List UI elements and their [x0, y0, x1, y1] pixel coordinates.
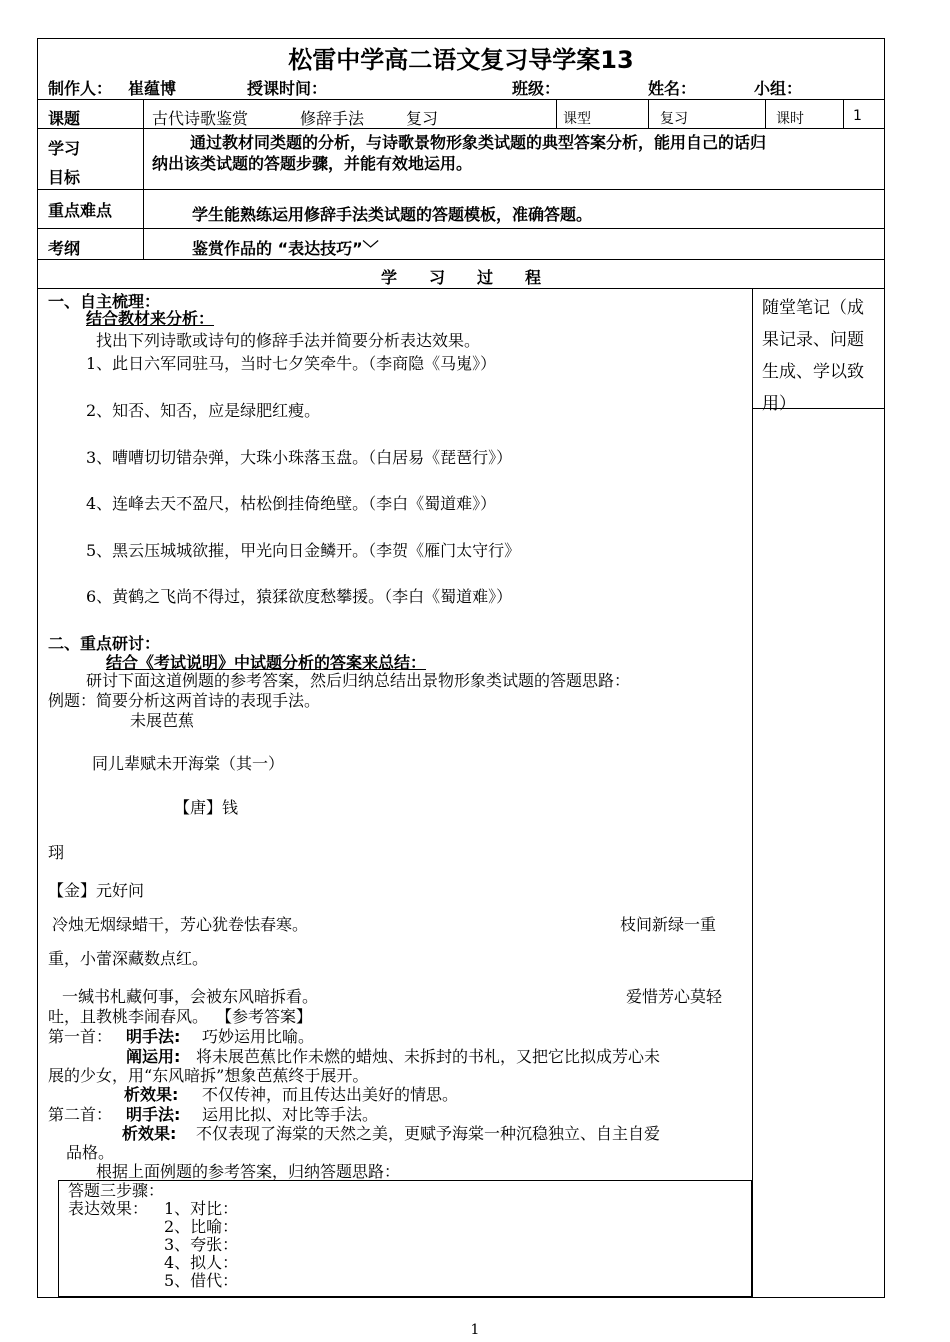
answer1-effect: 不仅传神，而且传达出美好的情思。 [202, 1085, 459, 1104]
answer2-method: 运用比拟、对比等手法。 [202, 1105, 379, 1124]
hours-value: 1 [853, 108, 862, 124]
rule [37, 288, 885, 289]
rule [37, 99, 885, 100]
answer1-apply: 将未展芭蕉比作未燃的蜡烛、未拆封的书札，又把它比拟成芳心未 [196, 1047, 661, 1066]
goal-label-1: 学习 [48, 139, 81, 158]
time-label: 授课时间： [247, 79, 328, 98]
rule [37, 189, 885, 190]
outline-value: 鉴赏作品的 “表达技巧”﹀ [192, 239, 379, 258]
page-number: 1 [470, 1322, 480, 1338]
answer1-prefix: 第一首： [48, 1027, 113, 1046]
exercise-item: 6、黄鹤之飞尚不得过，猿猱欲度愁攀援。（李白《蜀道难》） [86, 587, 513, 606]
topic-label: 课题 [48, 109, 81, 128]
rule [37, 228, 885, 229]
outline-label: 考纲 [48, 239, 81, 258]
poem-line: 吐，且教桃李闹春风。 [48, 1007, 209, 1026]
notes-line: 生成、学以致 [762, 362, 864, 382]
topic-value-2: 修辞手法 [300, 109, 365, 128]
page-title: 松雷中学高二语文复习导学案13 [288, 46, 634, 74]
notes-line: 用） [762, 394, 796, 414]
author-name: 崔蕴博 [128, 79, 177, 98]
hours-label: 课时 [776, 111, 804, 127]
effect-item: 1、对比： [164, 1199, 239, 1218]
effect-item: 4、拟人： [164, 1253, 239, 1272]
rule [556, 99, 557, 128]
poem2-author: 【金】元好问 [48, 881, 145, 900]
section2-intro: 研讨下面这道例题的参考答案，然后归纳总结出景物形象类试题的答题思路： [86, 671, 631, 690]
section2-heading: 二、重点研讨： [48, 634, 161, 653]
poem1-author-cont: 珝 [48, 843, 65, 862]
effect-item: 3、夸张： [164, 1235, 239, 1254]
notes-line: 随堂笔记（成 [762, 298, 864, 318]
answer1-apply-cont: 展的少女，用“东风暗拆”想象芭蕉终于展开。 [48, 1066, 369, 1085]
rule [843, 99, 844, 128]
exercise-item: 2、知否、知否，应是绿肥红瘦。 [86, 401, 321, 420]
section1-sub: 结合教材来分析： [86, 309, 215, 328]
example-question: 例题：简要分析这两首诗的表现手法。 [48, 691, 321, 710]
exercise-item: 3、嘈嘈切切错杂弹，大珠小珠落玉盘。（白居易《琵琶行》） [86, 448, 513, 467]
goal-line-2: 纳出该类试题的答题步骤，并能有效地运用。 [152, 154, 473, 173]
key-value: 学生能熟练运用修辞手法类试题的答题模板，准确答题。 [192, 205, 593, 224]
poem-line: 枝间新绿一重 [620, 915, 717, 934]
rule [648, 99, 649, 128]
summary-prompt: 根据上面例题的参考答案，归纳答题思路： [96, 1162, 401, 1181]
answer1-method: 巧妙运用比喻。 [202, 1027, 315, 1046]
class-label: 班级： [512, 79, 561, 98]
answer1-apply-label: 阐运用: [126, 1047, 181, 1066]
topic-value-3: 复习 [406, 109, 439, 128]
notes-header [762, 292, 882, 420]
type-value: 复习 [660, 111, 688, 127]
poem1-title: 未展芭蕉 [130, 711, 195, 730]
answer1-effect-label: 析效果: [124, 1085, 179, 1104]
rule [37, 259, 885, 260]
topic-value-1: 古代诗歌鉴赏 [152, 109, 249, 128]
poem1-author: 【唐】钱 [174, 798, 239, 817]
effect-item: 2、比喻： [164, 1217, 239, 1236]
exercise-item: 4、连峰去天不盈尺，枯松倒挂倚绝壁。（李白《蜀道难》） [86, 494, 497, 513]
answer1-method-label: 明手法: [126, 1027, 181, 1046]
section1-heading: 一、自主梳理： [48, 292, 161, 311]
answer2-prefix: 第二首： [48, 1105, 113, 1124]
poem-line: 爱惜芳心莫轻 [626, 987, 723, 1006]
poem2-title: 同儿辈赋未开海棠（其一） [92, 754, 285, 773]
exercise-item: 5、黑云压城城欲摧，甲光向日金鳞开。（李贺《雁门太守行》 [86, 541, 521, 560]
goal-label-2: 目标 [48, 168, 81, 187]
exercise-item: 1、此日六军同驻马，当时七夕笑牵牛。（李商隐《马嵬》） [86, 354, 497, 373]
author-label: 制作人： [48, 79, 113, 98]
section2-sub: 结合《考试说明》中试题分析的答案来总结： [106, 653, 427, 672]
effect-label: 表达效果： [68, 1199, 149, 1218]
type-label: 课型 [563, 111, 591, 127]
poem-line: 一缄书札藏何事，会被东风暗拆看。 [62, 987, 319, 1006]
answer2-effect: 不仅表现了海棠的天然之美，更赋予海棠一种沉稳独立、自主自爱 [196, 1124, 661, 1143]
steps-title: 答题三步骤： [68, 1181, 165, 1200]
process-title: 学 习 过 程 [380, 268, 541, 287]
goal-line-1: 通过教材同类题的分析，与诗歌景物形象类试题的典型答案分析，能用自己的话归 [190, 133, 767, 152]
notes-line: 果记录、问题 [762, 330, 864, 350]
key-label: 重点难点 [48, 201, 113, 220]
answer2-effect-cont: 品格。 [66, 1143, 115, 1162]
group-label: 小组： [754, 79, 803, 98]
rule [143, 99, 144, 259]
answer-label: 【参考答案】 [216, 1007, 313, 1026]
effect-item: 5、借代： [164, 1271, 239, 1290]
answer2-method-label: 明手法: [126, 1105, 181, 1124]
name-label: 姓名： [648, 79, 697, 98]
poem-line: 冷烛无烟绿蜡干，芳心犹卷怯春寒。 [52, 915, 309, 934]
rule [752, 288, 753, 1298]
answer2-effect-label: 析效果: [122, 1124, 177, 1143]
rule [765, 99, 766, 128]
section1-intro: 找出下列诗歌或诗句的修辞手法并简要分析表达效果。 [96, 331, 481, 350]
poem-line: 重，小蕾深藏数点红。 [48, 949, 209, 968]
